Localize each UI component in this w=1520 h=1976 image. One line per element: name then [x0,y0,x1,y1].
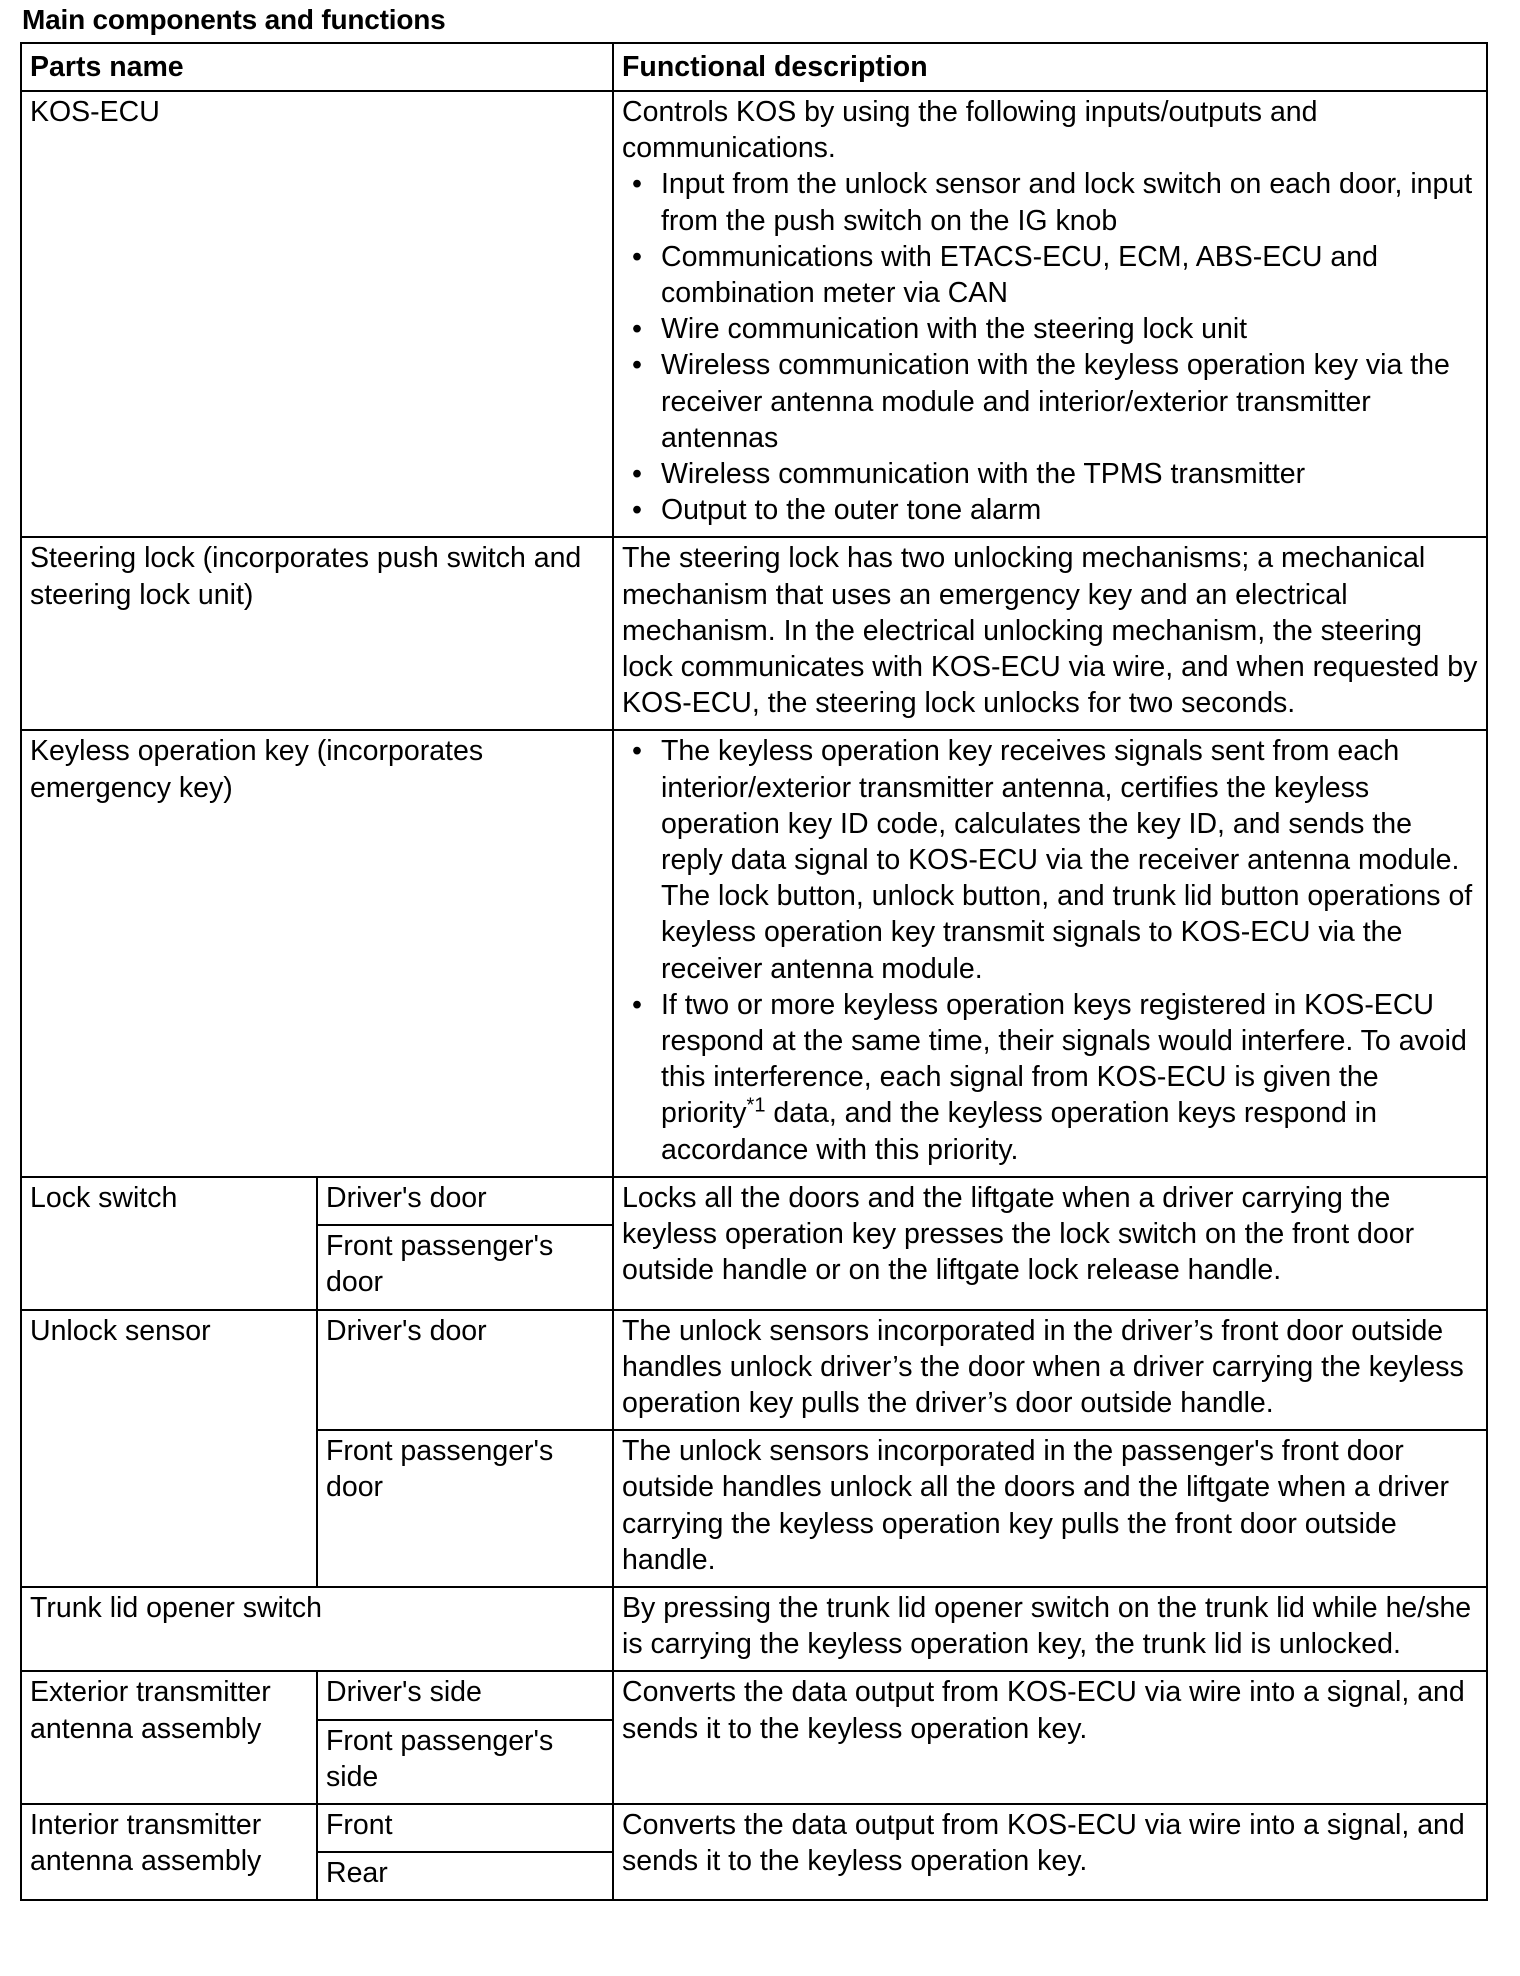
part-name: Steering lock (incorporates push switch and steering lock unit) [21,537,613,730]
table-row [21,1671,1487,1719]
list-item: • Input from the unlock sensor and lock switch on each door, input from the push switch on the IG knob [622,166,1478,238]
part-name: Exterior transmitter antenna assembly [21,1671,317,1804]
sub-part-name: Driver's door [317,1310,613,1431]
header-functional-description: Functional description [613,43,1487,91]
function-description: By pressing the trunk lid opener switch on the trunk lid while he/she is carrying the keyless operation key, the trunk lid is unlocked. [613,1587,1487,1671]
part-name: Lock switch [21,1177,317,1310]
table-row [21,537,1487,730]
list-item: • Wire communication with the steering lock unit [622,311,1478,347]
function-description: Converts the data output from KOS-ECU via wire into a signal, and sends it to the keyless operation key. [613,1804,1487,1900]
function-description: Locks all the doors and the liftgate when a driver carrying the keyless operation key presses the lock switch on the front door outside handle or on the liftgate lock release handle. [613,1177,1487,1310]
part-name: KOS-ECU [21,91,613,537]
part-name: Interior transmitter antenna assembly [21,1804,317,1900]
table-row [21,1177,1487,1225]
part-name: Trunk lid opener switch [21,1587,613,1671]
bullet-list [622,166,1478,528]
table-row [21,1310,1487,1431]
function-description [613,91,1487,537]
table-row [21,1804,1487,1852]
sub-part-name: Rear [317,1852,613,1900]
section-heading: Main components and functions [22,4,446,35]
text-span: If two or more keyless operation keys registered in KOS-ECU respond at the same time, their signals would interfere. To avoid this interference, each signal from KOS-ECU is given the priority [661,988,1467,1130]
table-row [21,730,1487,1176]
table-row [21,1587,1487,1671]
part-name: Unlock sensor [21,1310,317,1587]
sub-part-name: Front passenger's door [317,1225,613,1309]
list-item: • Wireless communication with the TPMS transmitter [622,456,1478,492]
description-intro: Controls KOS by using the following inputs/outputs and communications. [622,96,1318,165]
table-row [21,91,1487,537]
sub-part-name: Front passenger's door [317,1430,613,1587]
function-description [613,730,1487,1176]
sub-part-name: Front passenger's side [317,1720,613,1804]
part-name: Keyless operation key (incorporates emergency key) [21,730,613,1176]
sub-part-name: Driver's door [317,1177,613,1225]
list-item: • The keyless operation key receives signals sent from each interior/exterior transmitter antenna, certifies the keyless operation key ID code, calculates the key ID, and sends the reply data signal to KOS-ECU via the receiver antenna module. The lock button, unlock button, and trunk lid button operations of keyless operation key transmit signals to KOS-ECU via the receiver antenna module. [622,733,1478,986]
function-description: The unlock sensors incorporated in the driver’s front door outside handles unlock driver’s the door when a driver carrying the keyless operation key pulls the driver’s door outside handle. [613,1310,1487,1431]
list-item [622,987,1478,1168]
function-description: Converts the data output from KOS-ECU via wire into a signal, and sends it to the keyless operation key. [613,1671,1487,1804]
list-item: • Wireless communication with the keyless operation key via the receiver antenna module and interior/exterior transmitter antennas [622,347,1478,456]
list-item: • Communications with ETACS-ECU, ECM, ABS-ECU and combination meter via CAN [622,239,1478,311]
components-table [20,42,1488,1901]
table-header-row [21,43,1487,91]
text-span: data, and the keyless operation keys respond in accordance with this priority. [661,1097,1377,1166]
header-parts-name: Parts name [21,43,613,91]
function-description: The steering lock has two unlocking mechanisms; a mechanical mechanism that uses an emergency key and an electrical mechanism. In the electrical unlocking mechanism, the steering lock communicates with KOS-ECU via wire, and when requested by KOS-ECU, the steering lock unlocks for two seconds. [613,537,1487,730]
sub-part-name: Driver's side [317,1671,613,1719]
bullet-list [622,733,1478,1167]
list-item: • Output to the outer tone alarm [622,492,1478,528]
sub-part-name: Front [317,1804,613,1852]
function-description: The unlock sensors incorporated in the passenger's front door outside handles unlock all the doors and the liftgate when a driver carrying the keyless operation key pulls the front door outside handle. [613,1430,1487,1587]
footnote-marker: *1 [746,1094,766,1117]
